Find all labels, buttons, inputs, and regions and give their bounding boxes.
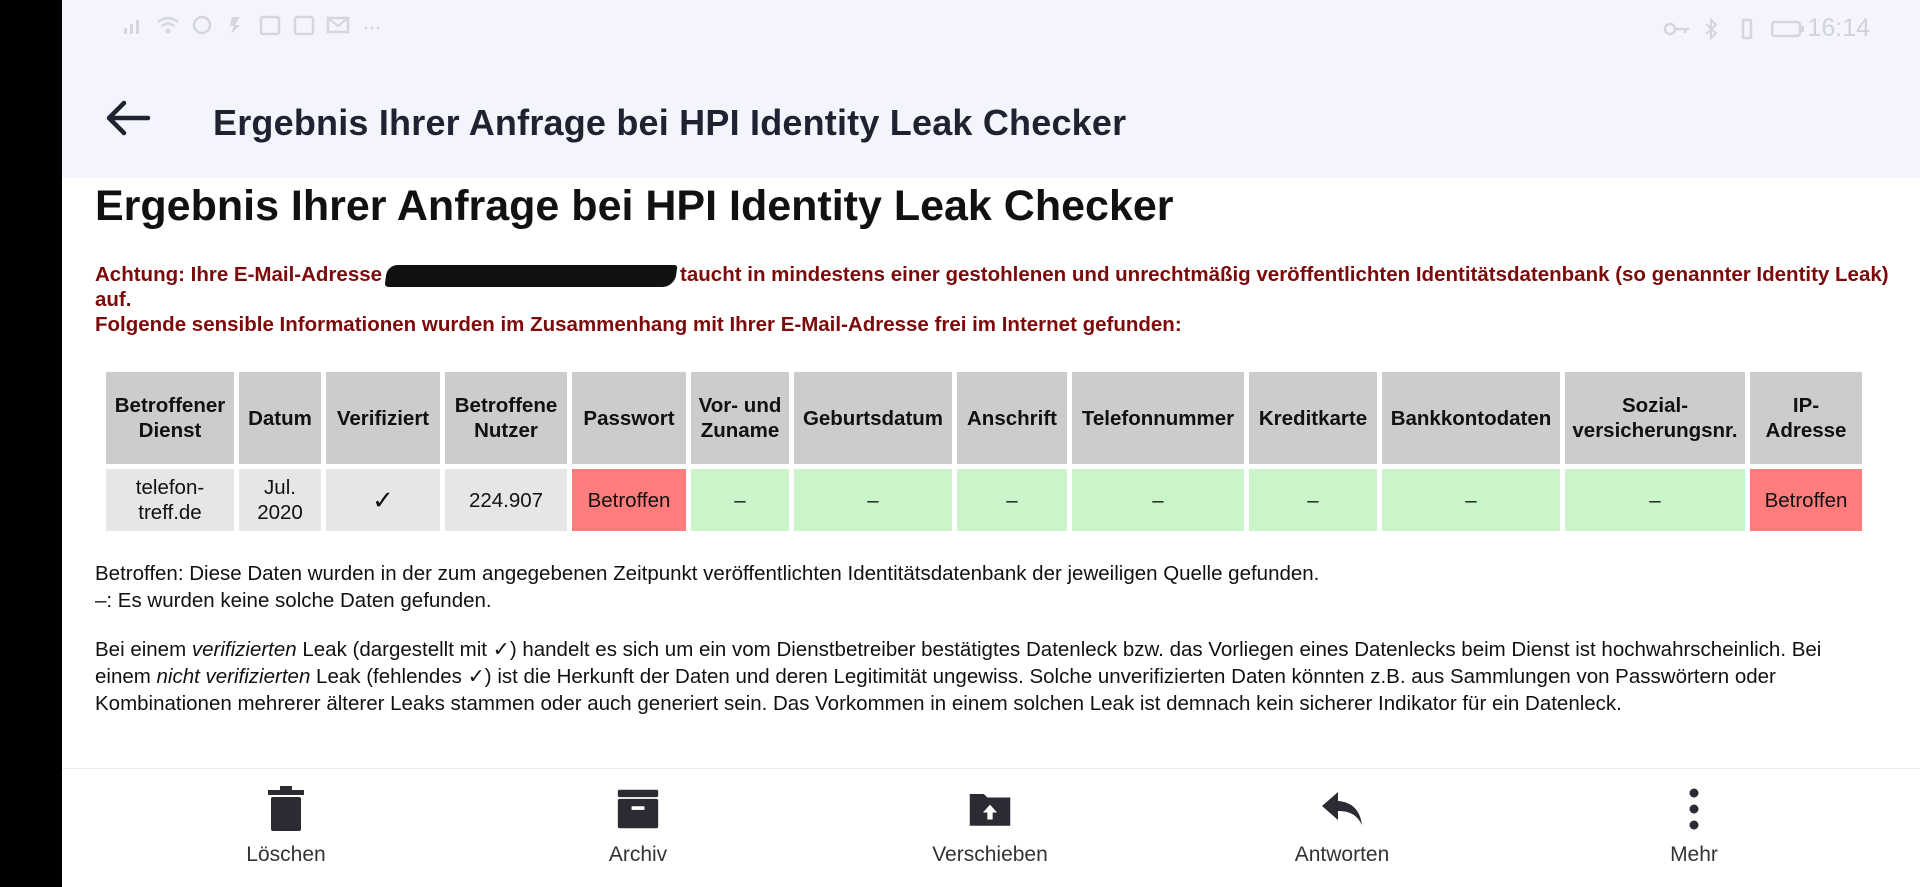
trash-icon [265, 786, 307, 832]
table-header: IP-Adresse [1750, 372, 1862, 464]
warning-found-info: Folgende sensible Informationen wurden im Zusammenhang mit Ihrer E-Mail-Adresse frei im Internet gefunden: [95, 313, 1182, 336]
explain-emphasis: nicht verifizierten [156, 665, 311, 688]
table-header: Sozial-versicherungsnr. [1565, 372, 1745, 464]
phone-cell: – [1072, 469, 1244, 531]
archive-icon [616, 788, 660, 830]
calendar-icon [258, 14, 282, 36]
table-header: Betroffene Nutzer [445, 372, 567, 464]
explain-text: Bei einem [95, 638, 192, 661]
app-bar [62, 60, 1920, 178]
calendar-icon [292, 14, 316, 36]
signal-icon [122, 14, 146, 36]
warning-message [95, 262, 1895, 337]
address-cell: – [957, 469, 1067, 531]
clock: 16:14 [1807, 14, 1870, 42]
bank-data-cell: – [1382, 469, 1560, 531]
ip-address-cell: Betroffen [1750, 469, 1862, 531]
affected-users-cell: 224.907 [445, 469, 567, 531]
move-button[interactable] [890, 769, 1090, 887]
table-header: Telefonnummer [1072, 372, 1244, 464]
email-subject: Ergebnis Ihrer Anfrage bei HPI Identity Leak Checker [213, 102, 1127, 143]
bluetooth-icon [1699, 18, 1723, 40]
warning-text-start: Achtung: Ihre E-Mail-Adresse [95, 263, 383, 286]
explain-emphasis: verifizierten [191, 638, 297, 661]
move-label: Verschieben [932, 843, 1048, 866]
table-header: Verifiziert [326, 372, 440, 464]
table-header: Kreditkarte [1249, 372, 1377, 464]
page-title: Ergebnis Ihrer Anfrage bei HPI Identity Leak Checker [95, 182, 1174, 230]
more-notifications-icon [360, 14, 384, 36]
reply-label: Antworten [1294, 843, 1390, 866]
archive-label: Archiv [608, 843, 668, 866]
key-icon [1663, 18, 1687, 40]
service-cell: telefon-treff.de [106, 469, 234, 531]
table-header: Datum [239, 372, 321, 464]
table-header: Passwort [572, 372, 686, 464]
legend-affected: Betroffen: Diese Daten wurden in der zum angegebenen Zeitpunkt veröffentlichten Identitätsdatenbank der jeweiligen Quelle gefunden. [95, 562, 1320, 585]
wifi-icon [156, 14, 180, 36]
warning-text-end: taucht in mindestens einer gestohlenen und unrechtmäßig veröffentlichten Identitätsdatenbank (so genannter Identity Leak) auf. [95, 263, 1889, 311]
leak-table [101, 367, 1867, 536]
battery-icon [1771, 18, 1795, 40]
arrow-left-icon [104, 98, 152, 138]
credit-card-cell: – [1249, 469, 1377, 531]
folder-move-icon [968, 788, 1012, 830]
name-cell: – [691, 469, 789, 531]
table-header: Geburtsdatum [794, 372, 952, 464]
verified-cell: ✓ [326, 469, 440, 531]
table-header: Betroffener Dienst [106, 372, 234, 464]
reply-button[interactable] [1242, 769, 1442, 887]
mail-icon [326, 14, 350, 36]
table-row [106, 469, 1862, 531]
bottom-action-bar [62, 768, 1920, 887]
table-header-row [106, 372, 1862, 464]
table-header: Anschrift [957, 372, 1067, 464]
redacted-email [385, 265, 678, 287]
table-legend [95, 560, 1885, 614]
vibrate-icon [1735, 18, 1759, 40]
sync-icon [190, 14, 214, 36]
password-cell: Betroffen [572, 469, 686, 531]
table-header: Bankkontodaten [1382, 372, 1560, 464]
app-notification-icon [224, 14, 248, 36]
back-button[interactable] [98, 88, 158, 148]
more-label: Mehr [1670, 843, 1718, 866]
reply-icon [1320, 790, 1364, 828]
more-vertical-icon [1688, 788, 1700, 830]
date-cell: Jul. 2020 [239, 469, 321, 531]
legend-not-found: –: Es wurden keine solche Daten gefunden. [95, 589, 492, 612]
birthdate-cell: – [794, 469, 952, 531]
delete-button[interactable] [186, 769, 386, 887]
verification-explanation [95, 636, 1855, 717]
archive-button[interactable] [538, 769, 738, 887]
explain-text: Leak (fehlendes ✓) ist die Herkunft der Daten und deren Legitimität ungewiss. Solche unverifizierten Daten könnten z.B. aus Sammlungen von Passwörtern oder Kombinationen mehrerer älterer Leaks stammen oder auch generiert sein. Das Vorkommen in einem solchen Leak ist demnach kein sicherer Indikator für ein Datenleck. [95, 665, 1776, 715]
table-header: Vor- und Zuname [691, 372, 789, 464]
email-body [62, 178, 1920, 768]
phone-screen [62, 0, 1920, 887]
status-bar [62, 0, 1920, 60]
delete-label: Löschen [246, 843, 326, 866]
more-button[interactable] [1594, 769, 1794, 887]
social-security-cell: – [1565, 469, 1745, 531]
explain-text: Leak (dargestellt mit ✓) handelt es sich um ein vom Dienstbetreiber bestätigtes Datenleck bzw. das Vorliegen eines Datenlecks beim Dienst ist hochwahrscheinlich. Bei einem [95, 638, 1822, 688]
